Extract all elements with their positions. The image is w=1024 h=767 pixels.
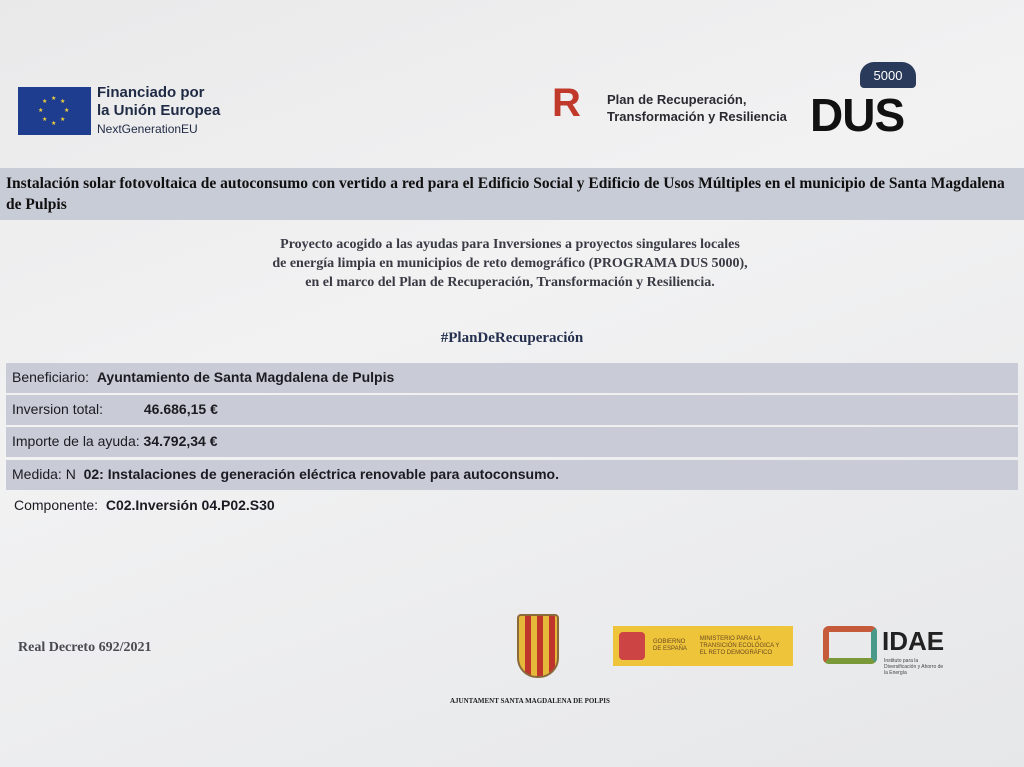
eu-flag-logo: ★ ★ ★ ★ ★ ★ ★ ★ <box>18 87 91 135</box>
plan-recuperacion-logo: R <box>552 81 581 125</box>
ajuntament-shield-logo <box>517 614 559 678</box>
medida-row <box>6 460 1018 490</box>
eu-line1: Financiado por <box>97 84 205 101</box>
intro-text <box>200 235 820 292</box>
medida-label: Medida: N <box>12 466 76 482</box>
inversion-value: 46.686,15 € <box>143 401 218 417</box>
eu-funding-text <box>97 84 220 136</box>
idae-subtitle: Instituto para la Diversificación y Ahorro de la Energía <box>884 658 944 676</box>
plan-recuperacion-text <box>607 91 787 125</box>
plan-line2: Transformación y Resiliencia <box>607 109 787 124</box>
beneficiario-row <box>6 363 1018 393</box>
idae-logo-icon <box>823 626 877 664</box>
intro-line: Proyecto acogido a las ayudas para Inversiones a proyectos singulares locales <box>280 237 740 252</box>
medida-value: 02: Instalaciones de generación eléctrica renovable para autoconsumo. <box>83 466 559 482</box>
hashtag: #PlanDeRecuperación <box>440 330 584 346</box>
beneficiario-label: Beneficiario: <box>12 369 90 385</box>
ajuntament-name: AJUNTAMENT SANTA MAGDALENA DE POLPIS <box>450 697 610 705</box>
inversion-label: Inversion total: <box>12 401 104 417</box>
componente-value: C02.Inversión 04.P02.S30 <box>105 497 275 513</box>
gov-line1: GOBIERNO DE ESPAÑA <box>653 639 687 652</box>
importe-value: 34.792,34 € <box>143 433 218 449</box>
intro-line: en el marco del Plan de Recuperación, Transformación y Resiliencia. <box>305 275 715 290</box>
importe-row <box>6 427 1018 457</box>
intro-line: de energía limpia en municipios de reto demográfico (PROGRAMA DUS 5000), <box>272 256 748 271</box>
idae-name: IDAE <box>882 626 945 656</box>
real-decreto: Real Decreto 692/2021 <box>18 640 152 655</box>
eu-line3: NextGenerationEU <box>97 122 198 136</box>
dus-badge: 5000 <box>860 62 916 88</box>
plan-line1: Plan de Recuperación, <box>607 92 747 107</box>
project-title: Instalación solar fotovoltaica de autoconsumo con vertido a red para el Edificio Social y Edificio de Usos Múltiples en el municipio de Santa Magdalena de Pulpis <box>0 168 1024 220</box>
dus-logo: DUS <box>810 89 905 141</box>
eu-line2: la Unión Europea <box>97 102 221 119</box>
inversion-row <box>6 395 1018 425</box>
componente-row <box>14 497 275 513</box>
importe-label: Importe de la ayuda: <box>12 433 140 449</box>
gov-line2: MINISTERIO PARA LA TRANSICIÓN ECOLÓGICA Y EL RETO DEMOGRÁFICO <box>699 635 780 656</box>
spain-crest-icon <box>619 632 645 660</box>
gobierno-espana-logo <box>613 626 793 666</box>
componente-label: Componente: <box>14 497 99 513</box>
beneficiario-value: Ayuntamiento de Santa Magdalena de Pulpis <box>96 369 395 385</box>
